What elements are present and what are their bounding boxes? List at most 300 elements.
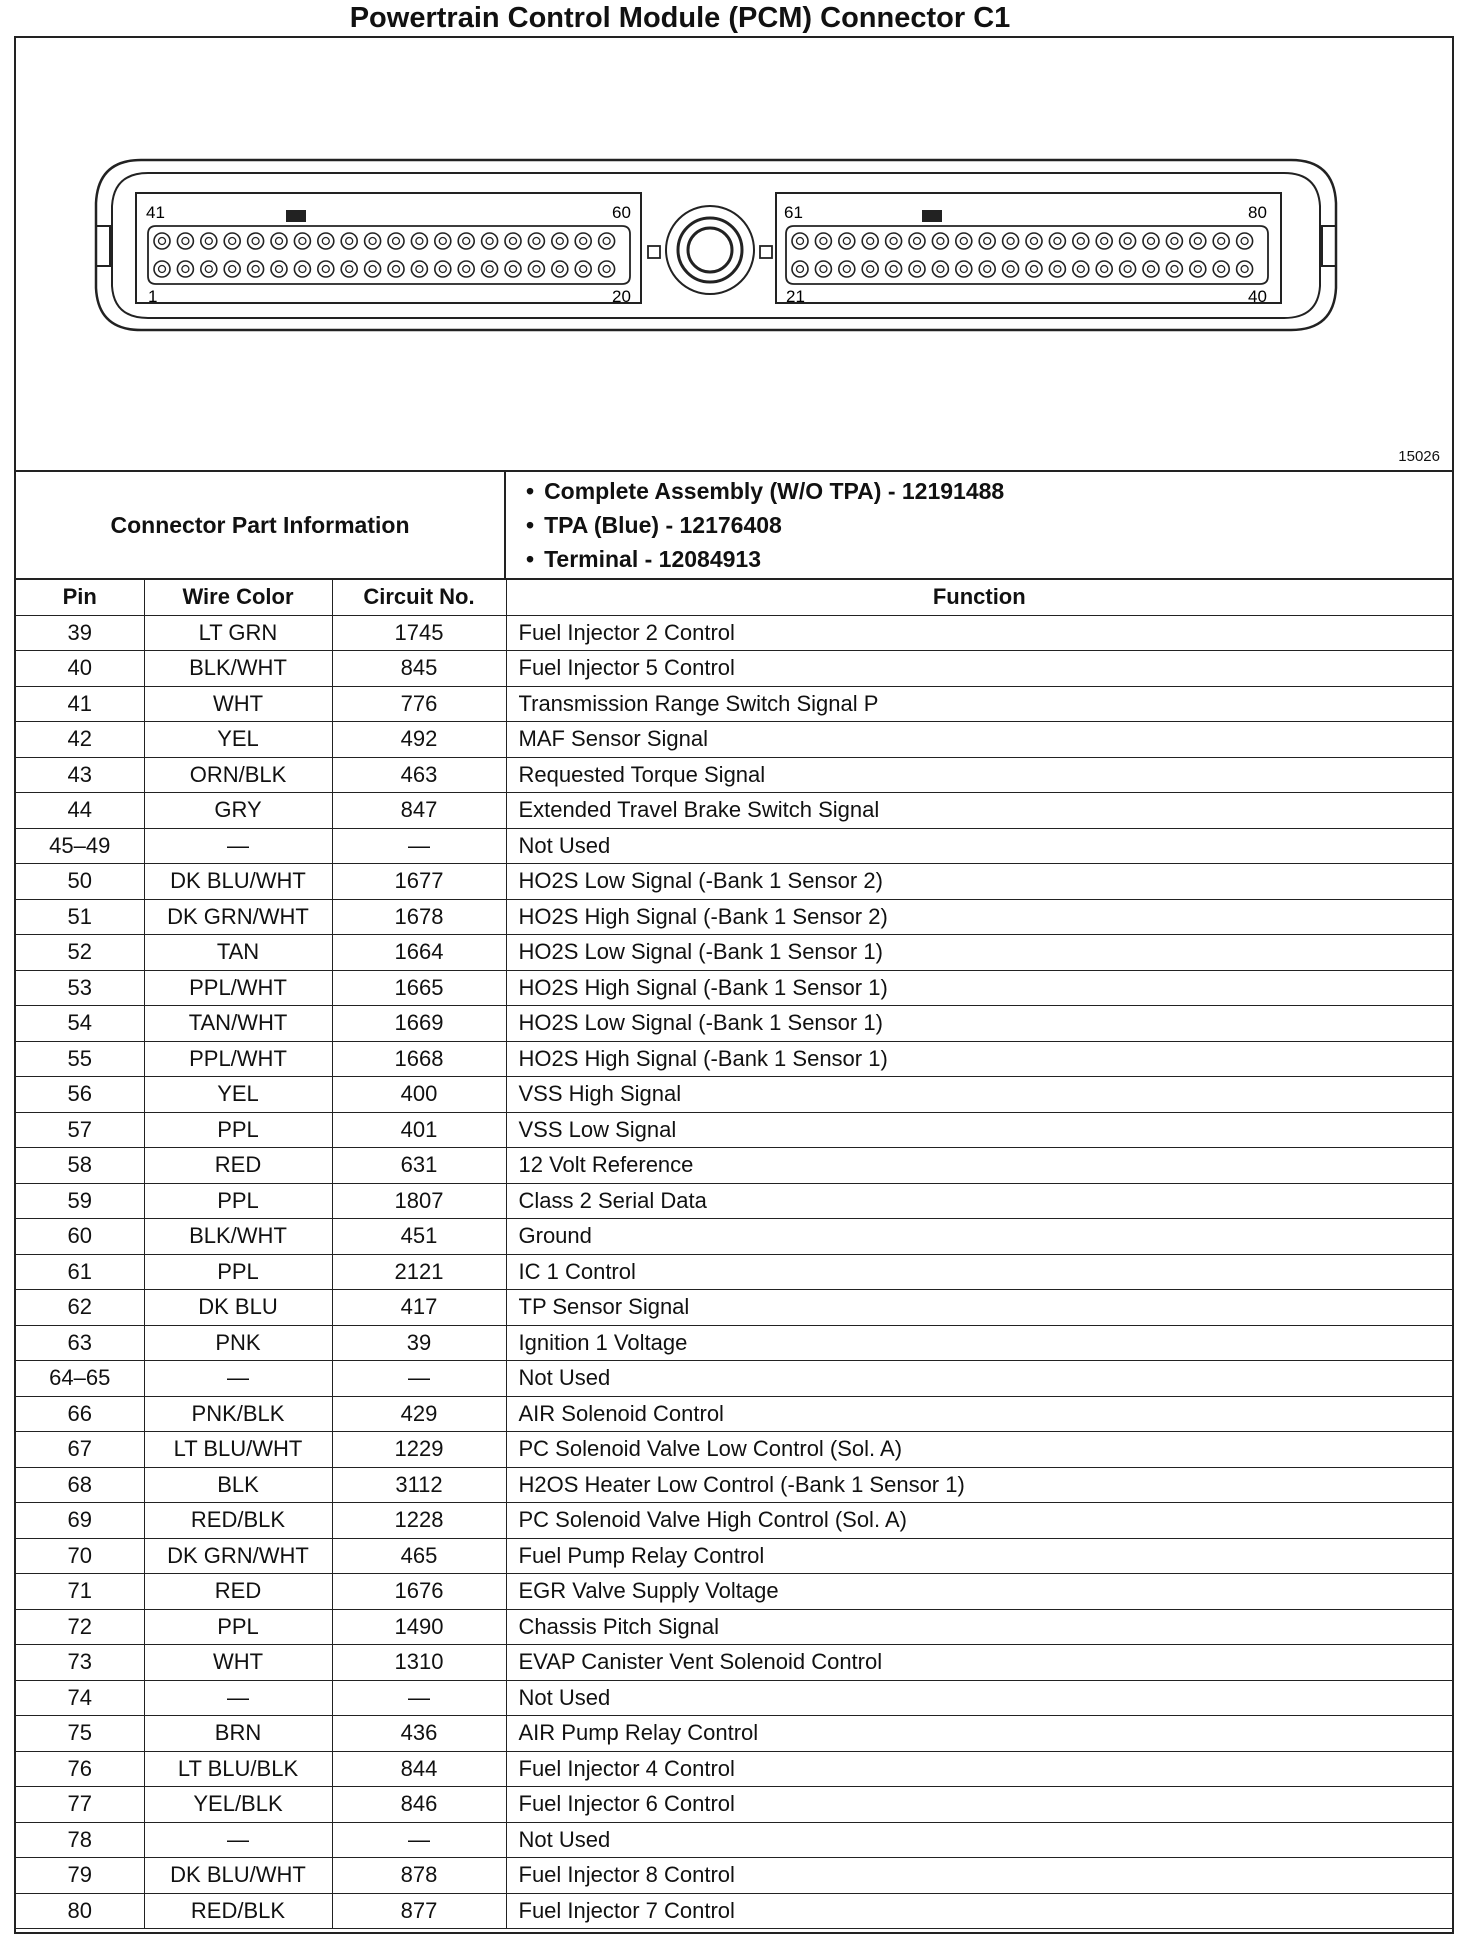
pin-hole-center xyxy=(867,266,874,273)
pin-hole-center xyxy=(276,266,283,273)
right-tpa-mark xyxy=(922,210,942,222)
pin-hole-right xyxy=(839,261,855,277)
table-row xyxy=(16,1325,1452,1361)
cell-circuit: 463 xyxy=(332,757,506,793)
pin-hole-center xyxy=(890,238,897,245)
pin-hole-center xyxy=(1077,266,1084,273)
cell-circuit: 877 xyxy=(332,1893,506,1929)
pin-hole-center xyxy=(1031,266,1038,273)
table-row xyxy=(16,1148,1452,1184)
pin-hole-center xyxy=(369,266,376,273)
pin-hole-left xyxy=(318,233,334,249)
pin-hole-left xyxy=(505,233,521,249)
pin-hole-center xyxy=(603,266,610,273)
pin-hole-center xyxy=(486,238,493,245)
cell-pin: 69 xyxy=(16,1503,144,1539)
table-row xyxy=(16,1538,1452,1574)
cell-wire-color: GRY xyxy=(144,793,332,829)
table-row xyxy=(16,1680,1452,1716)
left-pin-field xyxy=(148,226,630,284)
pin-hole-center xyxy=(820,238,827,245)
pin-hole-center xyxy=(439,238,446,245)
table-row xyxy=(16,1077,1452,1113)
pin-hole-center xyxy=(1007,266,1014,273)
pin-hole-center xyxy=(276,238,283,245)
right-latch-tab xyxy=(1322,226,1336,266)
table-row xyxy=(16,1645,1452,1681)
pin-hole-left xyxy=(505,261,521,277)
cell-circuit: 776 xyxy=(332,686,506,722)
figure-code: 15026 xyxy=(1398,448,1440,465)
pin-hole-center xyxy=(603,238,610,245)
connector-drawing xyxy=(16,38,1452,468)
table-row xyxy=(16,722,1452,758)
right-key-square xyxy=(760,246,772,258)
pin-hole-center xyxy=(914,266,921,273)
cell-function: TP Sensor Signal xyxy=(506,1290,1452,1326)
cell-function: Fuel Pump Relay Control xyxy=(506,1538,1452,1574)
pin-hole-right xyxy=(1237,261,1253,277)
pin-hole-left xyxy=(458,261,474,277)
pin-hole-center xyxy=(393,238,400,245)
pin-hole-center xyxy=(533,238,540,245)
cell-circuit: 429 xyxy=(332,1396,506,1432)
pin-hole-center xyxy=(393,266,400,273)
cell-wire-color: YEL/BLK xyxy=(144,1787,332,1823)
cell-function: Not Used xyxy=(506,1680,1452,1716)
cell-function: Class 2 Serial Data xyxy=(506,1183,1452,1219)
pin-hole-left xyxy=(388,261,404,277)
cell-pin: 52 xyxy=(16,935,144,971)
table-row xyxy=(16,1893,1452,1929)
cell-pin: 80 xyxy=(16,1893,144,1929)
cell-pin: 70 xyxy=(16,1538,144,1574)
cell-function: HO2S High Signal (-Bank 1 Sensor 1) xyxy=(506,1041,1452,1077)
table-row xyxy=(16,1787,1452,1823)
pin-hole-center xyxy=(820,266,827,273)
cell-pin: 59 xyxy=(16,1183,144,1219)
cell-wire-color: LT BLU/BLK xyxy=(144,1751,332,1787)
cell-pin: 45–49 xyxy=(16,828,144,864)
cell-function: PC Solenoid Valve Low Control (Sol. A) xyxy=(506,1432,1452,1468)
cell-function: VSS Low Signal xyxy=(506,1112,1452,1148)
table-row xyxy=(16,1006,1452,1042)
cell-circuit: 846 xyxy=(332,1787,506,1823)
cell-circuit: — xyxy=(332,1361,506,1397)
connector-diagram xyxy=(16,38,1452,472)
pin-hole-center xyxy=(369,238,376,245)
pin-hole-right xyxy=(979,233,995,249)
cell-pin: 55 xyxy=(16,1041,144,1077)
cell-pin: 73 xyxy=(16,1645,144,1681)
pin-hole-center xyxy=(510,266,517,273)
cell-circuit: 1229 xyxy=(332,1432,506,1468)
cell-pin: 61 xyxy=(16,1254,144,1290)
cell-wire-color: — xyxy=(144,1822,332,1858)
pin-hole-center xyxy=(1124,238,1131,245)
cell-circuit: 465 xyxy=(332,1538,506,1574)
pin-hole-center xyxy=(229,266,236,273)
cell-function: Not Used xyxy=(506,828,1452,864)
table-row xyxy=(16,1751,1452,1787)
pin-hole-center xyxy=(205,266,212,273)
cell-pin: 43 xyxy=(16,757,144,793)
pin-hole-right xyxy=(1213,261,1229,277)
page-title: Powertrain Control Module (PCM) Connector C1 xyxy=(349,2,1011,34)
table-row xyxy=(16,1219,1452,1255)
pin-hole-right xyxy=(932,261,948,277)
pin-hole-center xyxy=(182,266,189,273)
left-key-square xyxy=(648,246,660,258)
pin-hole-right xyxy=(862,261,878,277)
cell-circuit: 1677 xyxy=(332,864,506,900)
cell-circuit: 1664 xyxy=(332,935,506,971)
pin-hole-center xyxy=(984,266,991,273)
cell-circuit: 436 xyxy=(332,1716,506,1752)
info-item-assembly: • Complete Assembly (W/O TPA) - 12191488 xyxy=(526,474,1004,508)
pin-hole-center xyxy=(890,266,897,273)
table-row xyxy=(16,651,1452,687)
table-row xyxy=(16,1609,1452,1645)
pin-hole-left xyxy=(154,261,170,277)
pin-hole-center xyxy=(960,238,967,245)
cell-wire-color: TAN xyxy=(144,935,332,971)
pin-hole-center xyxy=(1148,266,1155,273)
pin-hole-left xyxy=(365,233,381,249)
pin-label-60: 60 xyxy=(612,203,631,222)
pin-hole-left xyxy=(248,261,264,277)
left-tpa-mark xyxy=(286,210,306,222)
pin-hole-center xyxy=(1031,238,1038,245)
cell-pin: 60 xyxy=(16,1219,144,1255)
pin-hole-right xyxy=(909,261,925,277)
pin-hole-left xyxy=(528,261,544,277)
pin-hole-right xyxy=(979,261,995,277)
cell-circuit: 1228 xyxy=(332,1503,506,1539)
table-row xyxy=(16,1361,1452,1397)
pin-hole-center xyxy=(510,238,517,245)
document-frame xyxy=(14,36,1454,1934)
pin-hole-left xyxy=(411,261,427,277)
pin-hole-center xyxy=(937,238,944,245)
info-item-terminal: • Terminal - 12084913 xyxy=(526,542,1004,576)
cell-pin: 50 xyxy=(16,864,144,900)
cell-wire-color: PNK xyxy=(144,1325,332,1361)
pin-hole-right xyxy=(1049,261,1065,277)
pin-hole-center xyxy=(556,266,563,273)
pin-hole-right xyxy=(1073,233,1089,249)
cell-function: Fuel Injector 8 Control xyxy=(506,1858,1452,1894)
cell-wire-color: PPL xyxy=(144,1254,332,1290)
pin-hole-center xyxy=(843,266,850,273)
pin-label-41: 41 xyxy=(146,203,165,222)
pin-hole-right xyxy=(1026,233,1042,249)
pin-label-21: 21 xyxy=(786,287,805,306)
pin-label-80: 80 xyxy=(1248,203,1267,222)
center-bolt-inner xyxy=(688,228,732,272)
table-row xyxy=(16,793,1452,829)
cell-circuit: — xyxy=(332,1680,506,1716)
table-row xyxy=(16,1041,1452,1077)
cell-function: HO2S High Signal (-Bank 1 Sensor 1) xyxy=(506,970,1452,1006)
table-header-row xyxy=(16,580,1452,615)
pin-hole-center xyxy=(580,266,587,273)
cell-circuit: 401 xyxy=(332,1112,506,1148)
cell-pin: 74 xyxy=(16,1680,144,1716)
header-circuit: Circuit No. xyxy=(332,580,506,615)
table-row xyxy=(16,1716,1452,1752)
pin-hole-center xyxy=(914,238,921,245)
pin-hole-center xyxy=(439,266,446,273)
pin-hole-right xyxy=(1120,233,1136,249)
cell-pin: 78 xyxy=(16,1822,144,1858)
cell-function: MAF Sensor Signal xyxy=(506,722,1452,758)
pin-hole-center xyxy=(797,238,804,245)
cell-function: PC Solenoid Valve High Control (Sol. A) xyxy=(506,1503,1452,1539)
table-row xyxy=(16,1396,1452,1432)
pin-hole-center xyxy=(580,238,587,245)
pin-hole-center xyxy=(322,238,329,245)
cell-pin: 42 xyxy=(16,722,144,758)
cell-circuit: 1669 xyxy=(332,1006,506,1042)
cell-function: Requested Torque Signal xyxy=(506,757,1452,793)
cell-pin: 41 xyxy=(16,686,144,722)
pin-hole-center xyxy=(1101,238,1108,245)
cell-pin: 77 xyxy=(16,1787,144,1823)
cell-circuit: 39 xyxy=(332,1325,506,1361)
pin-hole-center xyxy=(533,266,540,273)
cell-wire-color: WHT xyxy=(144,686,332,722)
table-row xyxy=(16,970,1452,1006)
pin-hole-left xyxy=(177,261,193,277)
pin-hole-center xyxy=(1241,238,1248,245)
cell-function: AIR Solenoid Control xyxy=(506,1396,1452,1432)
cell-wire-color: ORN/BLK xyxy=(144,757,332,793)
pin-hole-center xyxy=(159,266,166,273)
cell-circuit: 844 xyxy=(332,1751,506,1787)
cell-function: 12 Volt Reference xyxy=(506,1148,1452,1184)
pin-hole-center xyxy=(1241,266,1248,273)
pin-hole-left xyxy=(318,261,334,277)
cell-function: Not Used xyxy=(506,1361,1452,1397)
cell-function: Ignition 1 Voltage xyxy=(506,1325,1452,1361)
cell-pin: 58 xyxy=(16,1148,144,1184)
cell-wire-color: LT BLU/WHT xyxy=(144,1432,332,1468)
cell-circuit: 400 xyxy=(332,1077,506,1113)
pin-hole-center xyxy=(1077,238,1084,245)
cell-function: Fuel Injector 5 Control xyxy=(506,651,1452,687)
pin-hole-center xyxy=(486,266,493,273)
cell-circuit: 631 xyxy=(332,1148,506,1184)
pin-hole-right xyxy=(1096,261,1112,277)
cell-function: IC 1 Control xyxy=(506,1254,1452,1290)
cell-wire-color: TAN/WHT xyxy=(144,1006,332,1042)
table-row xyxy=(16,828,1452,864)
pin-hole-left xyxy=(435,261,451,277)
pin-hole-right xyxy=(792,261,808,277)
table-row xyxy=(16,1467,1452,1503)
pin-hole-right xyxy=(1003,233,1019,249)
info-item-tpa: • TPA (Blue) - 12176408 xyxy=(526,508,1004,542)
pin-hole-center xyxy=(463,238,470,245)
cell-pin: 67 xyxy=(16,1432,144,1468)
cell-pin: 62 xyxy=(16,1290,144,1326)
pin-hole-left xyxy=(575,261,591,277)
cell-circuit: 492 xyxy=(332,722,506,758)
pin-hole-center xyxy=(556,238,563,245)
cell-wire-color: — xyxy=(144,1361,332,1397)
pin-hole-right xyxy=(839,233,855,249)
cell-circuit: 1310 xyxy=(332,1645,506,1681)
cell-wire-color: BRN xyxy=(144,1716,332,1752)
pin-hole-center xyxy=(1007,238,1014,245)
pin-hole-left xyxy=(599,261,615,277)
pin-hole-right xyxy=(815,261,831,277)
pin-hole-center xyxy=(1194,266,1201,273)
cell-wire-color: DK BLU xyxy=(144,1290,332,1326)
cell-pin: 75 xyxy=(16,1716,144,1752)
cell-function: AIR Pump Relay Control xyxy=(506,1716,1452,1752)
pin-hole-center xyxy=(937,266,944,273)
cell-circuit: 1668 xyxy=(332,1041,506,1077)
cell-pin: 44 xyxy=(16,793,144,829)
cell-pin: 56 xyxy=(16,1077,144,1113)
cell-wire-color: RED/BLK xyxy=(144,1893,332,1929)
pin-hole-center xyxy=(252,266,259,273)
cell-pin: 57 xyxy=(16,1112,144,1148)
pin-hole-left xyxy=(294,261,310,277)
pin-hole-left xyxy=(341,261,357,277)
pin-hole-center xyxy=(1054,238,1061,245)
pin-hole-right xyxy=(956,261,972,277)
cell-function: Extended Travel Brake Switch Signal xyxy=(506,793,1452,829)
pin-hole-center xyxy=(182,238,189,245)
table-row xyxy=(16,1254,1452,1290)
cell-pin: 66 xyxy=(16,1396,144,1432)
pin-hole-right xyxy=(792,233,808,249)
pin-hole-center xyxy=(960,266,967,273)
pin-hole-center xyxy=(797,266,804,273)
cell-pin: 39 xyxy=(16,615,144,651)
pin-hole-left xyxy=(365,261,381,277)
pin-hole-center xyxy=(322,266,329,273)
header-wire-color: Wire Color xyxy=(144,580,332,615)
table-row xyxy=(16,1183,1452,1219)
cell-wire-color: DK BLU/WHT xyxy=(144,864,332,900)
cell-wire-color: PNK/BLK xyxy=(144,1396,332,1432)
pin-hole-left xyxy=(552,233,568,249)
pin-hole-left xyxy=(458,233,474,249)
pin-hole-center xyxy=(1218,238,1225,245)
cell-pin: 72 xyxy=(16,1609,144,1645)
cell-circuit: 451 xyxy=(332,1219,506,1255)
cell-circuit: 1807 xyxy=(332,1183,506,1219)
cell-pin: 79 xyxy=(16,1858,144,1894)
cell-wire-color: PPL xyxy=(144,1112,332,1148)
pin-hole-left xyxy=(154,233,170,249)
pin-hole-right xyxy=(1049,233,1065,249)
table-row xyxy=(16,1574,1452,1610)
cell-wire-color: RED xyxy=(144,1574,332,1610)
pin-hole-right xyxy=(1166,233,1182,249)
table-row xyxy=(16,935,1452,971)
pin-hole-left xyxy=(271,233,287,249)
pin-hole-left xyxy=(388,233,404,249)
pin-hole-left xyxy=(411,233,427,249)
cell-wire-color: DK GRN/WHT xyxy=(144,1538,332,1574)
pin-hole-left xyxy=(224,261,240,277)
pin-hole-center xyxy=(416,266,423,273)
cell-function: EGR Valve Supply Voltage xyxy=(506,1574,1452,1610)
right-pin-field xyxy=(786,226,1268,284)
pin-hole-right xyxy=(886,233,902,249)
pin-hole-right xyxy=(956,233,972,249)
pin-hole-right xyxy=(932,233,948,249)
cell-pin: 54 xyxy=(16,1006,144,1042)
cell-wire-color: PPL xyxy=(144,1183,332,1219)
connector-info-list xyxy=(526,474,1004,576)
cell-pin: 64–65 xyxy=(16,1361,144,1397)
cell-wire-color: BLK/WHT xyxy=(144,1219,332,1255)
table-row xyxy=(16,899,1452,935)
cell-pin: 71 xyxy=(16,1574,144,1610)
pin-hole-right xyxy=(1143,261,1159,277)
connector-part-info xyxy=(16,472,1452,580)
cell-wire-color: WHT xyxy=(144,1645,332,1681)
cell-function: HO2S Low Signal (-Bank 1 Sensor 2) xyxy=(506,864,1452,900)
pin-hole-center xyxy=(1218,266,1225,273)
table-row xyxy=(16,864,1452,900)
cell-function: Chassis Pitch Signal xyxy=(506,1609,1452,1645)
connector-housing-inner xyxy=(112,173,1320,318)
cell-circuit: 1745 xyxy=(332,615,506,651)
cell-circuit: 3112 xyxy=(332,1467,506,1503)
header-pin: Pin xyxy=(16,580,144,615)
pin-hole-right xyxy=(1166,261,1182,277)
pin-hole-left xyxy=(341,233,357,249)
cell-function: Fuel Injector 2 Control xyxy=(506,615,1452,651)
pin-label-40: 40 xyxy=(1248,287,1267,306)
left-latch-tab xyxy=(96,226,110,266)
cell-function: Fuel Injector 4 Control xyxy=(506,1751,1452,1787)
cell-function: Transmission Range Switch Signal P xyxy=(506,686,1452,722)
table-row xyxy=(16,1503,1452,1539)
cell-wire-color: DK BLU/WHT xyxy=(144,1858,332,1894)
pin-table xyxy=(16,580,1452,1929)
cell-function: HO2S High Signal (-Bank 1 Sensor 2) xyxy=(506,899,1452,935)
cell-circuit: 1490 xyxy=(332,1609,506,1645)
pin-hole-right xyxy=(1073,261,1089,277)
pin-hole-left xyxy=(248,233,264,249)
cell-function: H2OS Heater Low Control (-Bank 1 Sensor 1) xyxy=(506,1467,1452,1503)
table-row xyxy=(16,1290,1452,1326)
pin-hole-left xyxy=(599,233,615,249)
pin-hole-left xyxy=(224,233,240,249)
cell-function: HO2S Low Signal (-Bank 1 Sensor 1) xyxy=(506,935,1452,971)
pin-hole-center xyxy=(843,238,850,245)
cell-wire-color: RED/BLK xyxy=(144,1503,332,1539)
pin-label-61: 61 xyxy=(784,203,803,222)
cell-circuit: 1678 xyxy=(332,899,506,935)
cell-function: EVAP Canister Vent Solenoid Control xyxy=(506,1645,1452,1681)
cell-pin: 40 xyxy=(16,651,144,687)
cell-circuit: 845 xyxy=(332,651,506,687)
pin-label-1: 1 xyxy=(148,287,158,306)
cell-circuit: 2121 xyxy=(332,1254,506,1290)
cell-pin: 76 xyxy=(16,1751,144,1787)
pin-hole-center xyxy=(205,238,212,245)
pin-hole-center xyxy=(463,266,470,273)
